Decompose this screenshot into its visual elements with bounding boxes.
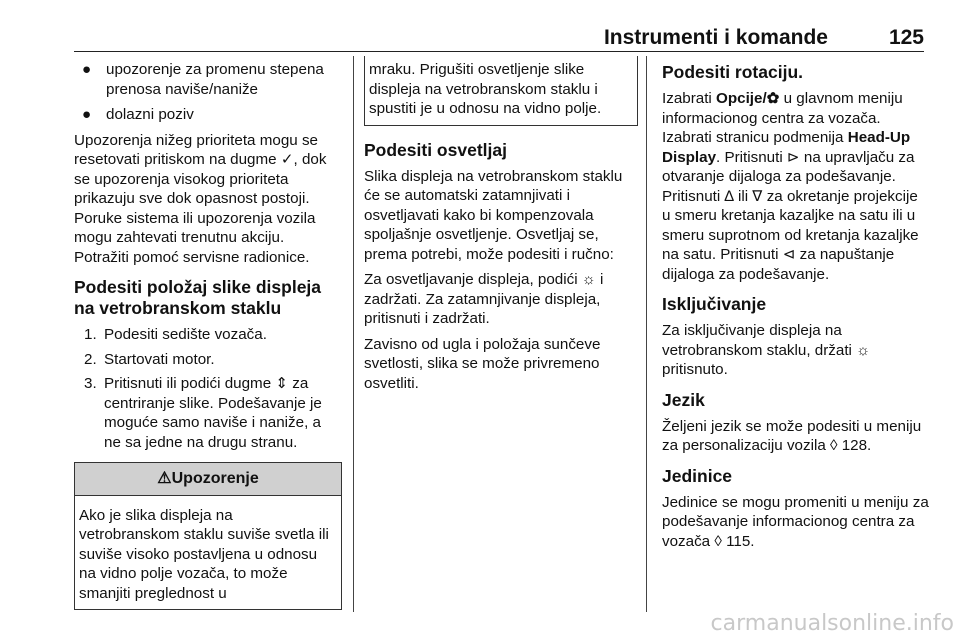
column-divider-2 xyxy=(646,56,647,612)
page-number: 125 xyxy=(888,26,924,49)
section-heading: Jedinice xyxy=(662,465,733,486)
column-2 xyxy=(364,56,638,399)
warning-body: Ako je slika displeja na vetrobranskom staklu suviše svetla ili suviše visoko postavljena u odnosu na vidno polje vozača, to može smanjiti preglednost u xyxy=(79,506,329,602)
gear-icon: ✿ xyxy=(766,90,780,107)
check-icon: ✓ xyxy=(280,151,294,168)
column-divider-1 xyxy=(353,56,354,612)
list-item: ● dolazni poziv xyxy=(82,106,194,123)
section-heading: Podesiti osvetljaj xyxy=(364,139,507,160)
warning-icon: ⚠ xyxy=(157,470,172,487)
bullet-icon: ● xyxy=(82,106,92,123)
steps-list xyxy=(74,325,342,452)
section-heading: Isključivanje xyxy=(662,294,767,314)
warning-header: ⚠Upozorenje xyxy=(75,463,341,496)
column-1 xyxy=(74,60,342,610)
column-3 xyxy=(662,62,930,557)
paragraph: Izabrati Opcije/✿ u glavnom meniju informacionog centra za vozača. Izabrati stranicu podmenija Head-Up Display. Pritisnuti ⊳ na upravljaču za otvaranje dijaloga za podešavanje. Pritisnuti ∆ ili ∇ za okretanje projekcije u smeru kretanja kazaljke na satu ili u smeru suprotnom od kretanja kazaljke na satu. Pritisnuti ⊲ za napuštanje dijaloga za podešavanje. xyxy=(662,90,919,283)
section-heading: Podesiti rotaciju. xyxy=(662,62,803,82)
header-rule xyxy=(74,51,924,52)
warning-box xyxy=(74,462,342,610)
list-item: 2. Startovati motor. xyxy=(84,350,215,368)
paragraph: Slika displeja na vetrobranskom staklu će se automatski zatamnjivati i osvetljavati kako bi kompenzovala spoljašnje osvetljenje. Osvetljaj se, prema potrebi, može podesiti i ručno: xyxy=(364,167,623,263)
page-header xyxy=(74,24,924,52)
bullet-icon: ● xyxy=(82,61,92,78)
section-title: Instrumenti i komande xyxy=(603,26,828,49)
list-item: ● upozorenje za promenu stepena prenosa naviše/naniže xyxy=(82,61,324,98)
list-item: 1. Podesiti sedište vozača. xyxy=(84,326,267,343)
paragraph: Jedinice se mogu promeniti u meniju za podešavanje informacionog centra za vozača ◊ 115. xyxy=(662,493,929,550)
paragraph: Upozorenja nižeg prioriteta mogu se resetovati pritiskom na dugme ✓, dok se upozorenja visokog prioriteta prikazuju sve dok opasnost postoji. Poruke sistema ili upozorenja vozila mogu zahtevati trenutnu akciju. Potražiti pomoć servisne radionice. xyxy=(74,131,327,266)
section-heading: Jezik xyxy=(662,389,705,410)
paragraph: Željeni jezik se može podesiti u meniju za personalizaciju vozila ◊ 128. xyxy=(662,417,922,454)
paragraph: Zavisno od ugla i položaja sunčeve svetlosti, slika se može privremeno osvetliti. xyxy=(364,335,601,392)
paragraph: Za isključivanje displeja na vetrobranskom staklu, držati ☼ pritisnuto. xyxy=(662,322,871,378)
watermark: carmanualsonline.info xyxy=(710,611,954,636)
list-item: 3. Pritisnuti ili podići dugme ⇕ za centriranje slike. Podešavanje je moguće samo naviše i naniže, a ne sa jedne na drugu stranu. xyxy=(84,375,322,451)
warning-box-continued: mraku. Prigušiti osvetljenje slike displeja na vetrobranskom staklu i spustiti je u odnosu na vidno polje. xyxy=(364,56,638,126)
bullet-list xyxy=(74,60,342,125)
section-heading: Podesiti položaj slike displeja na vetrobranskom staklu xyxy=(74,277,322,318)
paragraph: Za osvetljavanje displeja, podići ☼ i zadržati. Za zatamnjivanje displeja, pritisnuti i zadržati. xyxy=(364,271,604,327)
